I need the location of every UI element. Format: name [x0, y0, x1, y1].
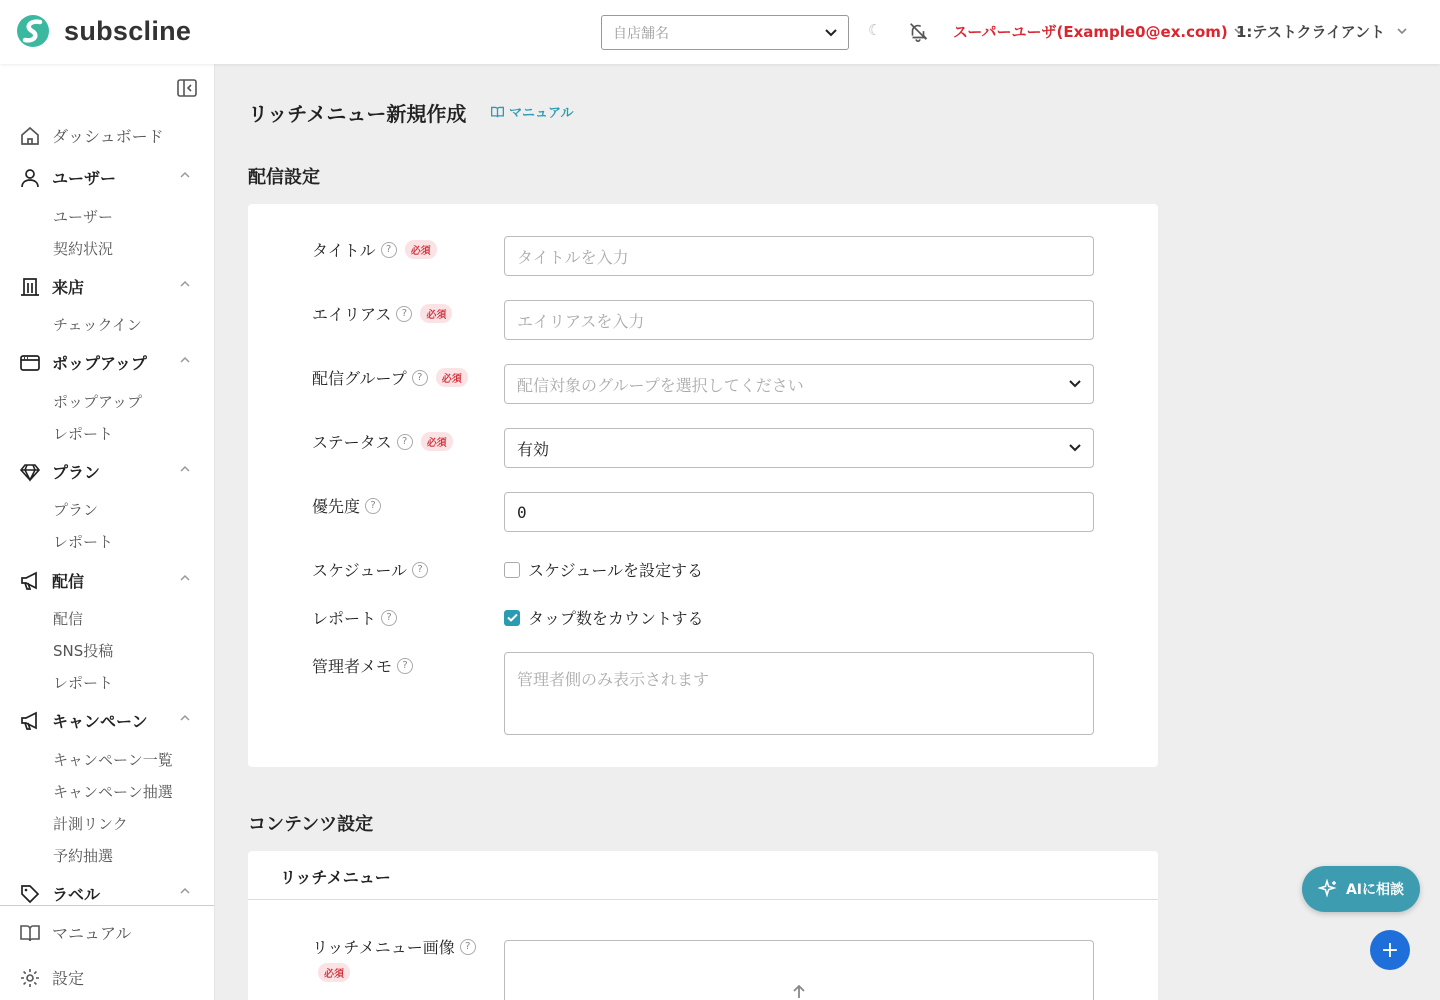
sidebar-group-plan[interactable]: [20, 460, 205, 483]
sidebar-group-label: ポップアップ: [52, 354, 147, 373]
sidebar-group-users[interactable]: [20, 166, 205, 189]
field-label-alias: [312, 302, 452, 325]
building-icon: [20, 277, 40, 297]
help-icon[interactable]: ?: [412, 562, 428, 578]
client-name: 1:テストクライアント: [1236, 23, 1386, 41]
group-select[interactable]: [504, 364, 1094, 404]
chevron-up-icon: [180, 574, 190, 581]
help-icon[interactable]: ?: [381, 610, 397, 626]
window-icon: [20, 353, 40, 373]
field-label-memo: [312, 654, 413, 677]
sidebar-group-label: ユーザー: [52, 169, 117, 188]
chevron-up-icon: [180, 356, 190, 363]
schedule-checkbox-label: スケジュールを設定する: [528, 561, 704, 580]
chevron-down-icon: [825, 29, 837, 37]
field-label-schedule: [312, 558, 428, 581]
help-icon[interactable]: ?: [397, 434, 413, 450]
schedule-checkbox[interactable]: [504, 562, 520, 578]
book-icon: [20, 923, 40, 943]
rich-menu-image-upload[interactable]: [504, 940, 1094, 1000]
sidebar-item-delivery[interactable]: 配信: [53, 610, 84, 628]
sidebar-group-campaign[interactable]: [20, 709, 205, 732]
alias-input[interactable]: [504, 300, 1094, 340]
sidebar: [0, 64, 215, 1000]
title-input-placeholder: タイトルを入力: [517, 247, 629, 267]
priority-input[interactable]: [504, 492, 1094, 532]
field-label-text: 配信グループ: [312, 369, 407, 388]
sidebar-item-checkin[interactable]: チェックイン: [53, 316, 142, 334]
required-badge: 必須: [420, 304, 452, 323]
help-icon[interactable]: ?: [397, 658, 413, 674]
logo-icon: [16, 14, 54, 48]
logo[interactable]: [16, 14, 191, 48]
sidebar-item-label: ダッシュボード: [52, 127, 164, 146]
manual-link-label: マニュアル: [509, 106, 574, 121]
chevron-up-icon: [180, 714, 190, 721]
help-icon[interactable]: ?: [365, 498, 381, 514]
sidebar-group-label-tags[interactable]: [20, 882, 205, 905]
required-badge: 必須: [405, 240, 437, 259]
chevron-up-icon: [180, 280, 190, 287]
sidebar-group-label: キャンペーン: [52, 712, 148, 731]
field-label-text: リッチメニュー画像: [312, 938, 455, 957]
memo-textarea-placeholder: 管理者側のみ表示されます: [517, 670, 710, 689]
manual-link[interactable]: [491, 102, 573, 121]
field-label-text: タイトル: [312, 241, 376, 260]
page-title: リッチメニュー新規作成: [248, 102, 467, 126]
section-title-delivery: 配信設定: [248, 167, 320, 188]
field-label-text: ステータス: [312, 433, 392, 452]
store-select[interactable]: [601, 15, 849, 50]
add-fab-button[interactable]: +: [1370, 930, 1410, 970]
client-menu[interactable]: [1236, 21, 1407, 42]
field-label-text: レポート: [312, 609, 377, 628]
card-divider: [248, 899, 1158, 900]
help-icon[interactable]: ?: [396, 306, 412, 322]
help-icon[interactable]: ?: [412, 370, 428, 386]
user-icon: [20, 168, 40, 188]
field-label-status: [312, 430, 453, 453]
report-checkbox-label: タップ数をカウントする: [528, 609, 704, 628]
delivery-settings-card: [248, 204, 1158, 767]
sidebar-item-campaign-lottery[interactable]: キャンペーン抽選: [53, 783, 173, 801]
title-input[interactable]: [504, 236, 1094, 276]
sidebar-item-manual[interactable]: [20, 921, 131, 944]
sidebar-item-dashboard[interactable]: [20, 124, 164, 147]
bell-off-icon[interactable]: [907, 21, 929, 43]
book-icon: [491, 106, 504, 118]
status-select[interactable]: [504, 428, 1094, 468]
status-select-value: 有効: [517, 439, 550, 459]
required-badge: 必須: [436, 368, 468, 387]
dark-mode-icon[interactable]: ☾: [868, 21, 882, 39]
help-icon[interactable]: ?: [381, 242, 397, 258]
alias-input-placeholder: エイリアスを入力: [517, 311, 645, 331]
field-label-title: [312, 238, 437, 261]
sidebar-item-plan-report[interactable]: レポート: [53, 533, 114, 551]
sidebar-footer: [0, 905, 215, 1000]
field-label-text: スケジュール: [312, 561, 408, 580]
main-content: [215, 64, 1440, 1000]
sidebar-group-visit[interactable]: [20, 275, 205, 298]
store-select-placeholder: 自店舗名: [613, 25, 669, 42]
field-label-rich-menu-image: [312, 935, 476, 958]
sidebar-item-users[interactable]: ユーザー: [53, 208, 114, 226]
sidebar-item-sns[interactable]: SNS投稿: [53, 642, 114, 660]
logo-text: subscline: [64, 15, 192, 46]
rich-menu-card: [248, 851, 1158, 1000]
sidebar-group-delivery[interactable]: [20, 569, 205, 592]
help-icon[interactable]: ?: [460, 939, 476, 955]
field-label-group: [312, 366, 468, 389]
sidebar-group-label: 配信: [52, 572, 85, 591]
priority-input-value: 0: [517, 502, 527, 522]
field-label-text: 管理者メモ: [312, 657, 393, 676]
home-icon: [20, 126, 40, 146]
sidebar-item-tracking-link[interactable]: 計測リンク: [53, 815, 128, 833]
sidebar-item-label: マニュアル: [52, 924, 132, 943]
report-checkbox[interactable]: [504, 610, 520, 626]
sidebar-item-contracts[interactable]: 契約状況: [53, 240, 114, 258]
sidebar-item-label: 設定: [52, 969, 85, 988]
chevron-down-icon: [1397, 28, 1407, 35]
sparkle-icon: [1318, 879, 1338, 899]
gear-icon: [20, 968, 40, 988]
user-name: スーパーユーザ(Example0@ex.com): [953, 23, 1228, 41]
diamond-icon: [20, 462, 40, 482]
field-label-report: [312, 606, 397, 629]
sidebar-item-campaign-list[interactable]: キャンペーン一覧: [53, 751, 173, 769]
chevron-up-icon: [180, 887, 190, 894]
upload-arrow-icon: [793, 985, 805, 999]
sidebar-item-reservation-lottery[interactable]: 予約抽選: [53, 847, 114, 865]
schedule-checkbox-row[interactable]: [504, 558, 703, 581]
memo-textarea[interactable]: [504, 652, 1094, 735]
top-header: [0, 0, 1440, 64]
group-select-placeholder: 配信対象のグループを選択してください: [517, 375, 804, 395]
required-badge: 必須: [421, 432, 453, 451]
sidebar-group-label: プラン: [52, 463, 101, 482]
megaphone-icon: [20, 711, 40, 731]
report-checkbox-row[interactable]: [504, 606, 704, 629]
tag-icon: [20, 884, 40, 904]
user-menu[interactable]: [953, 21, 1244, 42]
field-label-text: エイリアス: [312, 305, 392, 324]
sidebar-item-delivery-report[interactable]: レポート: [53, 674, 114, 692]
rich-menu-card-title: リッチメニュー: [280, 868, 391, 887]
sidebar-group-label: ラベル: [52, 885, 101, 904]
chevron-up-icon: [180, 465, 190, 472]
field-label-priority: [312, 494, 381, 517]
chevron-down-icon: [1069, 444, 1081, 452]
sidebar-item-plan[interactable]: プラン: [53, 501, 99, 519]
ai-consult-label: AIに相談: [1345, 882, 1405, 898]
sidebar-group-label: 来店: [52, 278, 85, 297]
field-label-text: 優先度: [312, 497, 361, 516]
sidebar-group-popup[interactable]: [20, 351, 205, 374]
sidebar-collapse-icon[interactable]: [177, 79, 197, 97]
chevron-down-icon: [1069, 380, 1081, 388]
chevron-up-icon: [180, 171, 190, 178]
sidebar-item-popup-report[interactable]: レポート: [53, 425, 114, 443]
check-icon: [507, 613, 518, 622]
sidebar-item-popup[interactable]: ポップアップ: [53, 393, 142, 411]
megaphone-icon: [20, 571, 40, 591]
required-badge: 必須: [318, 963, 350, 982]
ai-consult-button[interactable]: [1302, 866, 1420, 912]
sidebar-item-settings[interactable]: [20, 966, 84, 989]
section-title-content: コンテンツ設定: [248, 814, 374, 835]
